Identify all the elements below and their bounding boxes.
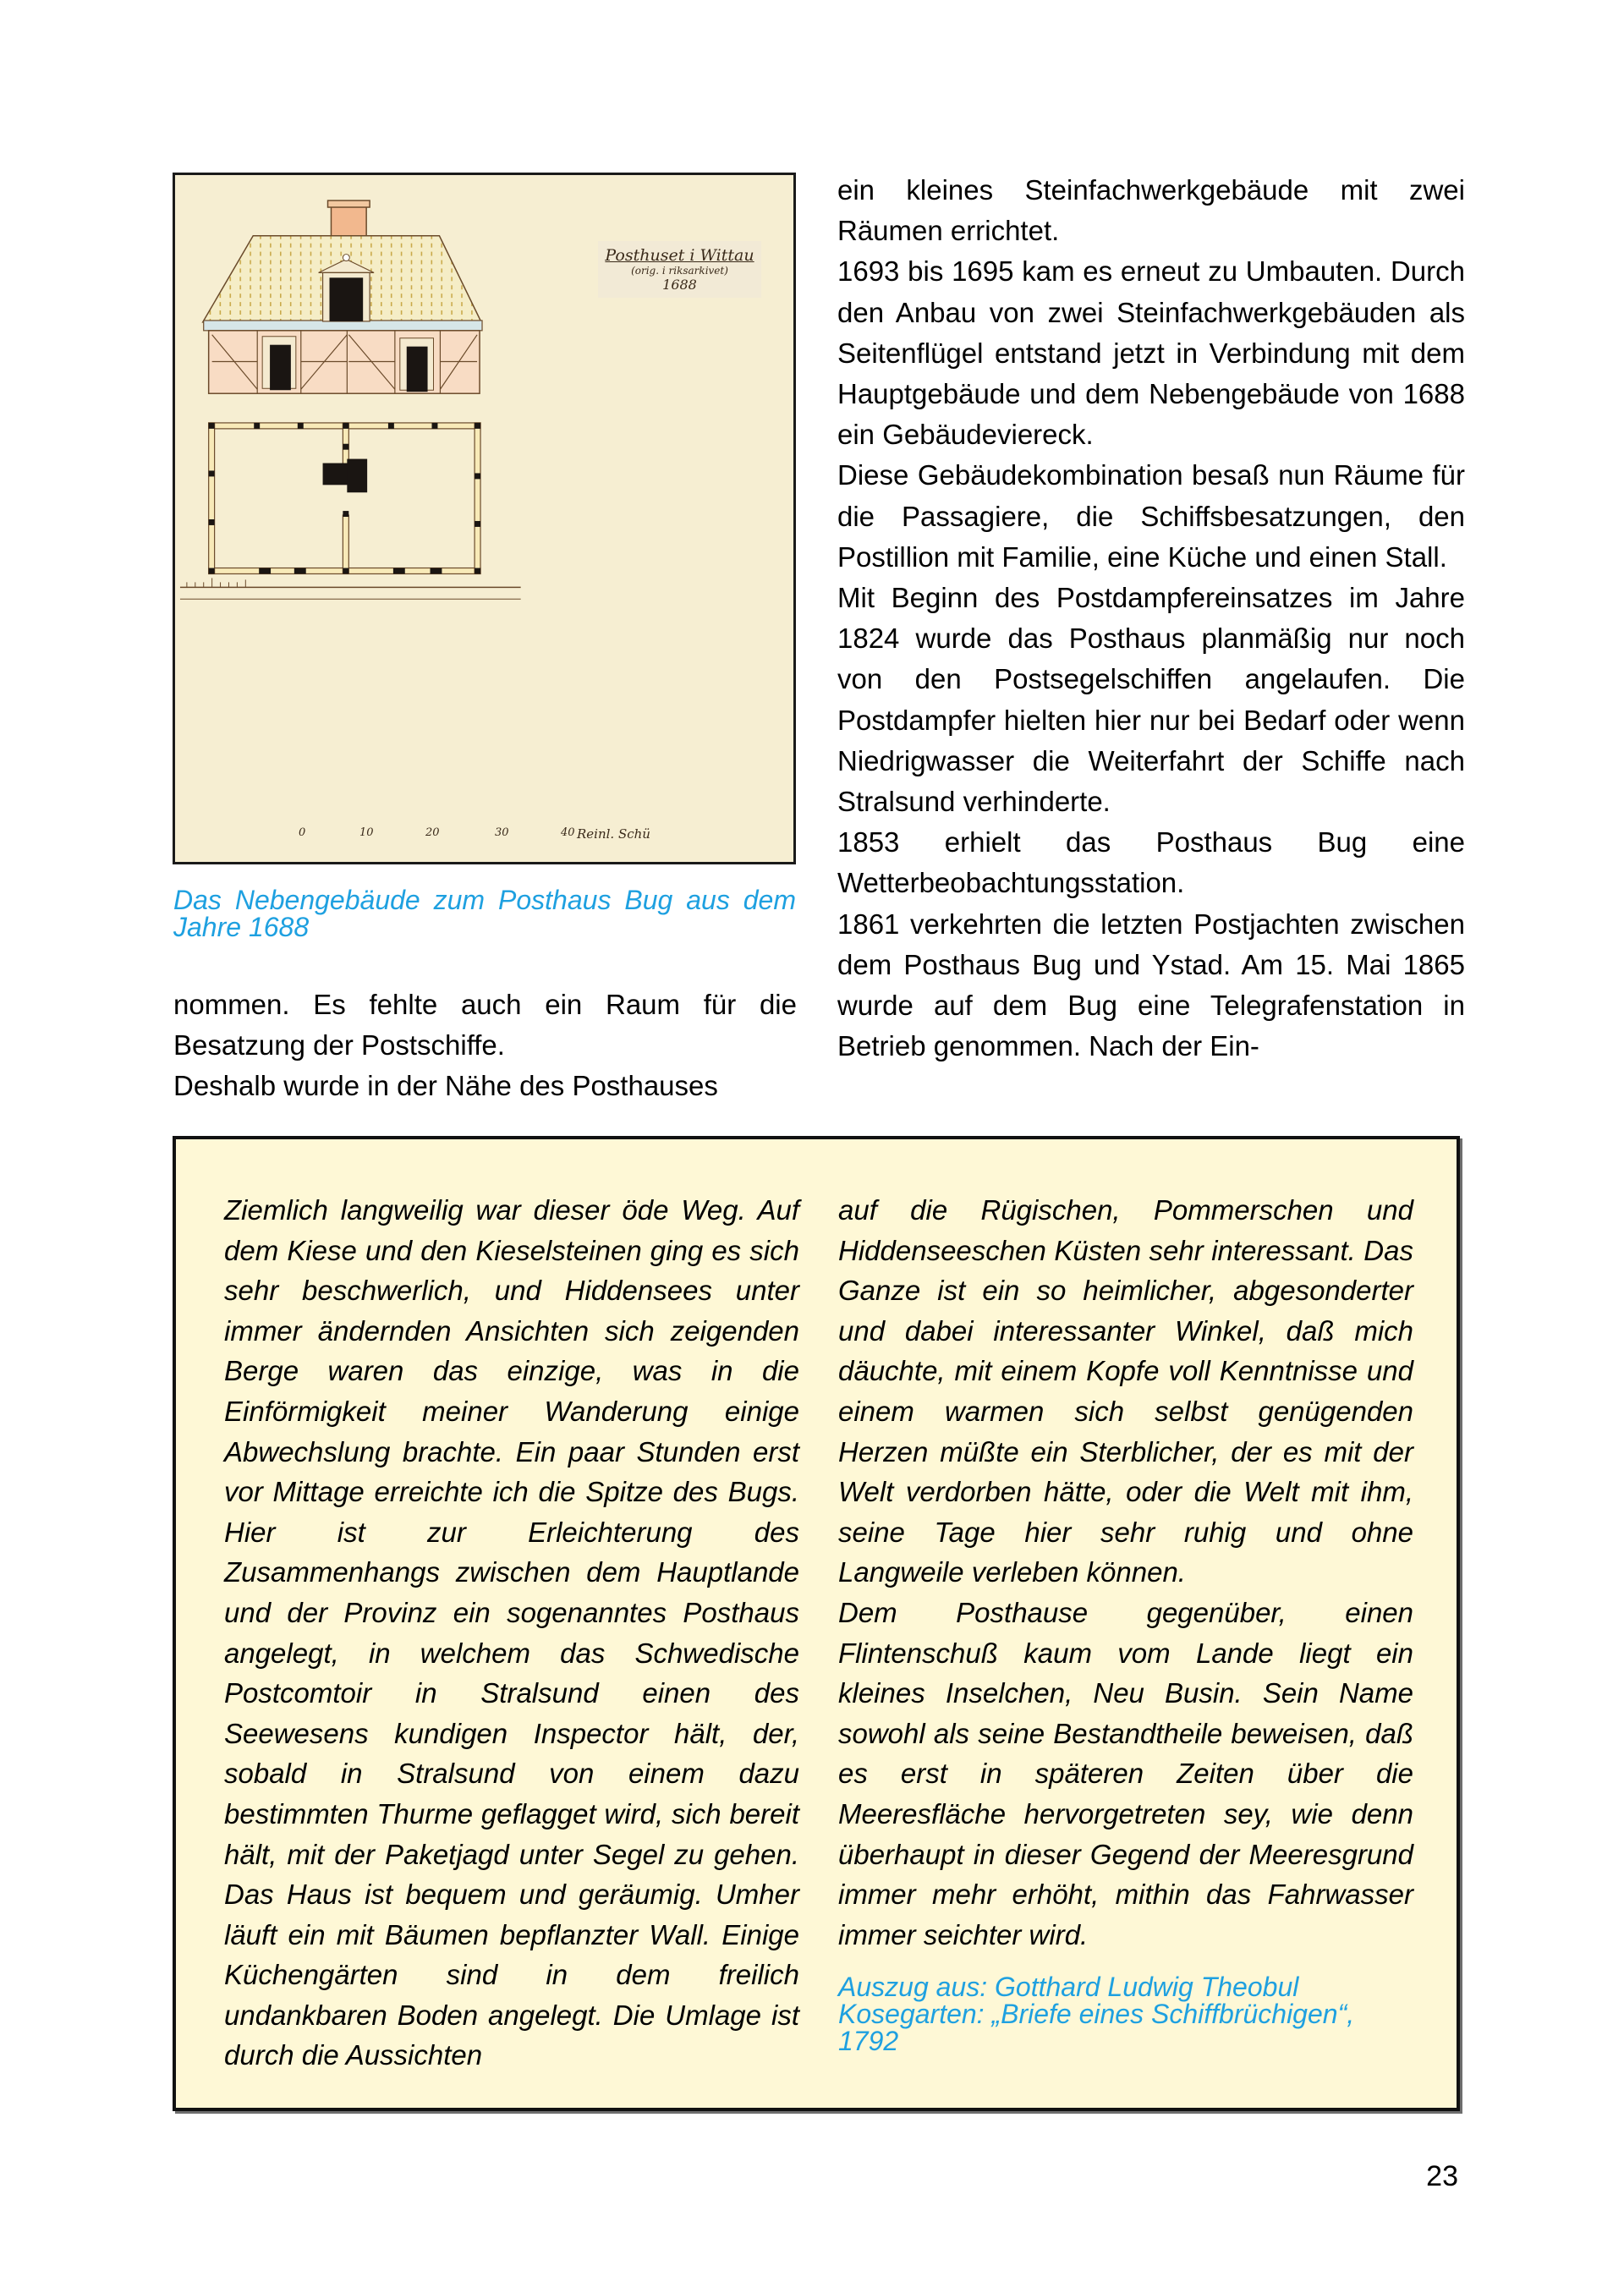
quote-right-column: [838, 1190, 1413, 2057]
paragraph: Mit Beginn des Postdampfereinsatzes im Jahre 1824 wurde das Posthaus planmäßig nur noch von den Postsegelschiffen angelaufen. Die Postdampfer hielten hier nur bei Bedarf oder wenn Niedrigwasser die Weiterfahrt der Schiffe nach Stralsund verhinderte.: [837, 582, 1465, 818]
left-column-body: [173, 985, 797, 1107]
posthouse-drawing-figure: [173, 173, 796, 864]
figure-caption: Das Nebengebäude zum Posthaus Bug aus dem Jahre 1688: [173, 885, 796, 942]
paragraph: 1861 verkehrten die letzten Postjachten zwischen dem Posthaus Bug und Ystad. Am 15. Mai 1865 wurde auf dem Bug eine Telegrafenstation in Betrieb genommen. Nach der Ein-: [837, 908, 1465, 1062]
paragraph: Deshalb wurde in der Nähe des Posthauses: [173, 1070, 718, 1102]
paragraph: ein kleines Steinfachwerkgebäude mit zwei Räumen errichtet.: [837, 174, 1465, 247]
quote-paragraph: auf die Rügischen, Pommerschen und Hiddenseeschen Küsten sehr interessant. Das Ganze ist ein so heimlicher, abgesonderter und dabei interessanter Winkel, daß mich däuchte, mit einem Kopfe voll Kenntnisse und einem warmen sich selbst genügenden Herzen müßte ein Sterblicher, der es mit der Welt verdorben hätte, oder die Welt mit ihm, seine Tage hier sehr ruhig und ohne Langweile verleben können.: [838, 1194, 1413, 1588]
paragraph: Diese Gebäudekombination besaß nun Räume für die Passagiere, die Schiffsbesatzungen, den Postillion mit Familie, eine Küche und einen Stall.: [837, 459, 1465, 573]
quote-left-column: [224, 1190, 799, 2076]
scale-labels: 0 10 20 30 40 Reinl. Schü: [299, 826, 650, 842]
right-column-body: [837, 170, 1465, 1067]
drawing-title-label: Posthuset i Wittau (orig. i riksarkivet) 1688: [598, 241, 761, 298]
page-number: 23: [1426, 2160, 1458, 2192]
quote-source-citation: Auszug aus: Gotthard Ludwig Theobul Kosegarten: „Briefe eines Schiffbrüchigen“, 1792: [838, 1972, 1355, 2057]
paragraph: 1853 erhielt das Posthaus Bug eine Wetterbeobachtungsstation.: [837, 826, 1465, 899]
paragraph: nommen. Es fehlte auch ein Raum für die Besatzung der Postschiffe.: [173, 989, 797, 1061]
quote-paragraph: Ziemlich langweilig war dieser öde Weg. Auf dem Kiese und den Kieselsteinen ging es sich sehr beschwerlich, und Hiddensees unter immer ändernden Ansichten sich zeigenden Berge waren das einzige, was in die Einförmigkeit meiner Wanderung einige Abwechslung brachte. Ein paar Stunden erst vor Mittage erreichte ich die Spitze des Bugs. Hier ist zur Erleichterung des Zusammenhangs zwischen dem Hauptlande und der Provinz ein sogenanntes Posthaus angelegt, in welchem das Schwedische Postcomtoir in Stralsund einen des Seewesens kundigen Inspector hält, der, sobald in Stralsund von einem dazu bestimmten Thurme geflagget wird, sich bereit hält, mit der Paketjagd unter Segel zu gehen. Das Haus ist bequem und geräumig. Umher läuft ein mit Bäumen bepflanzter Wall. Einige Küchengärten sind in dem freilich undankbaren Boden angelegt. Die Umlage ist durch die Aussichten: [224, 1194, 799, 2071]
paragraph: 1693 bis 1695 kam es erneut zu Umbauten. Durch den Anbau von zwei Steinfachwerkgebäuden als Seitenflügel entstand jetzt in Verbindung mit dem Hauptgebäude und dem Nebengebäude von 1688 ein Gebäudeviereck.: [837, 255, 1465, 451]
historical-quote-box: [173, 1136, 1460, 2111]
quote-paragraph: Dem Posthause gegenüber, einen Flintenschuß kaum vom Lande liegt ein kleines Inselchen, Neu Busin. Sein Name sowohl als seine Bestandtheile beweisen, daß es erst in späteren Zeiten über die Meeresfläche hervorgetreten sey, wie denn überhaupt in dieser Gegend der Meeresgrund immer mehr erhöht, mithin das Fahrwasser immer seichter wird.: [838, 1596, 1413, 1950]
